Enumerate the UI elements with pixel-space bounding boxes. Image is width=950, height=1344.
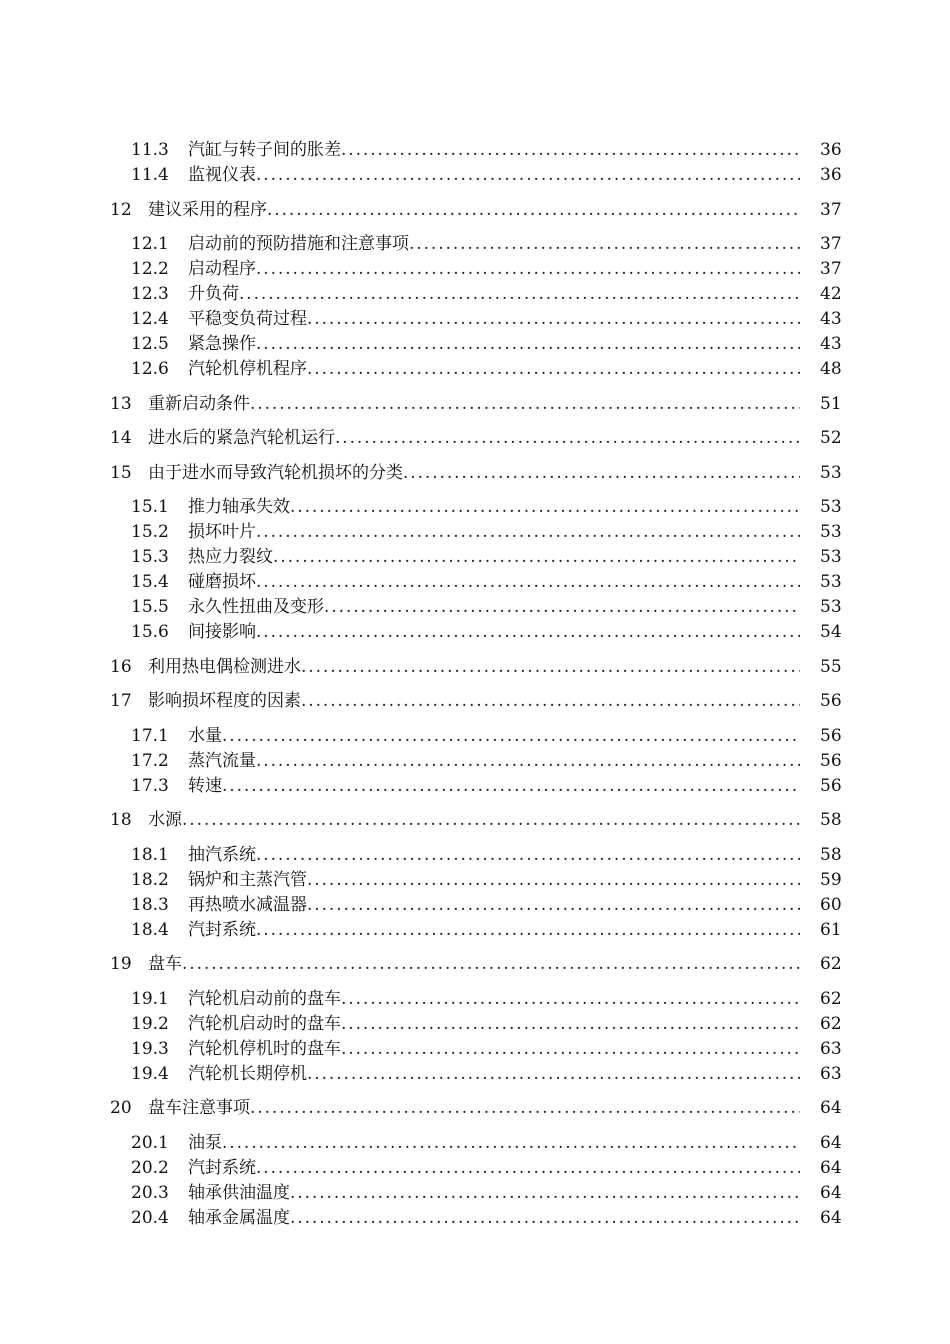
toc-entry-page-number: 53 xyxy=(820,462,842,483)
toc-entry-page-number: 56 xyxy=(820,691,842,711)
toc-entry-number: 12 xyxy=(110,199,132,220)
toc-entry-number: 15.1 xyxy=(131,497,169,517)
toc-section-entry[interactable] xyxy=(0,1131,950,1156)
toc-dot-leader xyxy=(335,426,800,451)
toc-entry-title: 抽汽系统 xyxy=(188,844,256,865)
toc-entry-number: 15.3 xyxy=(131,547,169,567)
toc-entry-title: 油泵 xyxy=(188,1132,222,1153)
toc-entry-page-number: 63 xyxy=(820,1063,842,1084)
toc-entry-title: 水量 xyxy=(188,725,222,746)
toc-entry-title: 监视仪表 xyxy=(188,165,256,185)
toc-section-entry[interactable] xyxy=(0,1181,950,1206)
toc-entry-title: 盘车 xyxy=(148,954,182,974)
toc-chapter-entry[interactable] xyxy=(0,689,950,714)
toc-entry-number: 19.3 xyxy=(131,1038,169,1059)
toc-entry-page-number: 63 xyxy=(820,1038,842,1059)
toc-section-entry[interactable] xyxy=(0,749,950,774)
toc-section-entry[interactable] xyxy=(0,868,950,893)
toc-entry-page-number: 37 xyxy=(820,234,842,254)
toc-dot-leader xyxy=(307,893,800,918)
toc-dot-leader xyxy=(341,987,800,1012)
toc-entry-page-number: 62 xyxy=(820,988,842,1009)
toc-dot-leader xyxy=(307,357,800,382)
toc-chapter-entry[interactable] xyxy=(0,952,950,977)
toc-entry-page-number: 43 xyxy=(820,309,842,329)
toc-entry-number: 19.1 xyxy=(131,988,169,1009)
toc-dot-leader xyxy=(324,595,800,620)
toc-section-entry[interactable] xyxy=(0,570,950,595)
toc-entry-number: 13 xyxy=(110,393,132,414)
toc-dot-leader xyxy=(256,749,800,774)
toc-entry-title: 影响损坏程度的因素 xyxy=(148,691,301,711)
toc-section-entry[interactable] xyxy=(0,282,950,307)
toc-section-entry[interactable] xyxy=(0,1012,950,1037)
toc-section-entry[interactable] xyxy=(0,1037,950,1062)
toc-dot-leader xyxy=(256,570,800,595)
toc-chapter-entry[interactable] xyxy=(0,808,950,833)
toc-entry-title: 推力轴承失效 xyxy=(188,497,290,517)
toc-entry-page-number: 55 xyxy=(820,656,842,677)
toc-entry-page-number: 61 xyxy=(820,919,842,940)
toc-entry-number: 18.1 xyxy=(131,844,169,865)
toc-entry-title: 转速 xyxy=(188,775,222,796)
toc-dot-leader xyxy=(307,307,800,332)
toc-dot-leader xyxy=(222,774,800,799)
toc-dot-leader xyxy=(250,392,800,417)
toc-entry-page-number: 59 xyxy=(820,869,842,890)
toc-section-entry[interactable] xyxy=(0,893,950,918)
toc-section-entry[interactable] xyxy=(0,620,950,645)
toc-entry-title: 水源 xyxy=(148,810,182,830)
toc-entry-title: 汽封系统 xyxy=(188,1157,256,1178)
toc-section-entry[interactable] xyxy=(0,1156,950,1181)
toc-entry-page-number: 36 xyxy=(820,140,842,160)
toc-entry-title: 汽轮机停机程序 xyxy=(188,359,307,379)
toc-section-entry[interactable] xyxy=(0,357,950,382)
toc-chapter-entry[interactable] xyxy=(0,1096,950,1121)
toc-entry-page-number: 53 xyxy=(820,547,842,567)
toc-entry-title: 轴承金属温度 xyxy=(188,1207,290,1228)
toc-entry-page-number: 64 xyxy=(820,1182,842,1203)
toc-entry-title: 紧急操作 xyxy=(188,334,256,354)
toc-dot-leader xyxy=(256,163,800,188)
toc-section-entry[interactable] xyxy=(0,595,950,620)
toc-entry-number: 12.6 xyxy=(131,359,169,379)
toc-section-entry[interactable] xyxy=(0,332,950,357)
toc-chapter-entry[interactable] xyxy=(0,655,950,680)
toc-section-entry[interactable] xyxy=(0,495,950,520)
toc-dot-leader xyxy=(256,918,800,943)
toc-entry-title: 汽轮机启动时的盘车 xyxy=(188,1013,341,1034)
toc-entry-number: 18.3 xyxy=(131,894,169,915)
toc-entry-page-number: 53 xyxy=(820,522,842,542)
toc-entry-title: 利用热电偶检测进水 xyxy=(148,656,301,677)
toc-dot-leader xyxy=(273,545,800,570)
toc-entry-page-number: 42 xyxy=(820,284,842,304)
toc-entry-page-number: 53 xyxy=(820,497,842,517)
toc-dot-leader xyxy=(239,282,800,307)
toc-entry-number: 19.2 xyxy=(131,1013,169,1034)
toc-dot-leader xyxy=(341,1037,800,1062)
toc-entry-title: 汽轮机停机时的盘车 xyxy=(188,1038,341,1059)
toc-entry-page-number: 54 xyxy=(820,622,842,642)
toc-entry-number: 19 xyxy=(110,954,132,974)
toc-section-entry[interactable] xyxy=(0,520,950,545)
toc-entry-page-number: 64 xyxy=(820,1207,842,1228)
toc-entry-number: 18.4 xyxy=(131,919,169,940)
toc-entry-title: 蒸汽流量 xyxy=(188,750,256,771)
toc-dot-leader xyxy=(256,257,800,282)
toc-entry-number: 12.3 xyxy=(131,284,169,304)
toc-entry-title: 由于进水而导致汽轮机损坏的分类 xyxy=(148,462,403,483)
toc-dot-leader xyxy=(290,495,800,520)
toc-entry-number: 17 xyxy=(110,691,132,711)
toc-entry-page-number: 58 xyxy=(820,844,842,865)
toc-entry-page-number: 37 xyxy=(820,199,842,220)
toc-dot-leader xyxy=(222,1131,800,1156)
toc-entry-title: 启动程序 xyxy=(188,259,256,279)
toc-dot-leader xyxy=(290,1181,800,1206)
toc-entry-number: 11.3 xyxy=(131,140,169,160)
toc-entry-number: 12.4 xyxy=(131,309,169,329)
toc-entry-title: 汽轮机启动前的盘车 xyxy=(188,988,341,1009)
toc-entry-number: 11.4 xyxy=(131,165,169,185)
toc-dot-leader xyxy=(182,952,800,977)
toc-chapter-entry[interactable] xyxy=(0,198,950,223)
toc-dot-leader xyxy=(182,808,800,833)
toc-chapter-entry[interactable] xyxy=(0,392,950,417)
toc-entry-number: 12.5 xyxy=(131,334,169,354)
toc-entry-page-number: 64 xyxy=(820,1098,842,1118)
toc-entry-number: 12.2 xyxy=(131,259,169,279)
toc-entry-title: 建议采用的程序 xyxy=(148,199,267,220)
toc-entry-title: 损坏叶片 xyxy=(188,522,256,542)
toc-entry-number: 20.2 xyxy=(131,1157,169,1178)
toc-entry-title: 盘车注意事项 xyxy=(148,1098,250,1118)
toc-entry-page-number: 64 xyxy=(820,1157,842,1178)
toc-section-entry[interactable] xyxy=(0,987,950,1012)
toc-section-entry[interactable] xyxy=(0,163,950,188)
toc-dot-leader xyxy=(307,1062,800,1087)
toc-entry-number: 20.4 xyxy=(131,1207,169,1228)
toc-dot-leader xyxy=(267,198,800,223)
toc-section-entry[interactable] xyxy=(0,138,950,163)
toc-section-entry[interactable] xyxy=(0,724,950,749)
toc-entry-number: 15.4 xyxy=(131,572,169,592)
toc-entry-page-number: 64 xyxy=(820,1132,842,1153)
toc-section-entry[interactable] xyxy=(0,1206,950,1231)
toc-entry-page-number: 60 xyxy=(820,894,842,915)
toc-entry-title: 平稳变负荷过程 xyxy=(188,309,307,329)
toc-entry-page-number: 53 xyxy=(820,572,842,592)
toc-section-entry[interactable] xyxy=(0,918,950,943)
toc-entry-title: 间接影响 xyxy=(188,622,256,642)
toc-dot-leader xyxy=(409,232,800,257)
toc-dot-leader xyxy=(341,1012,800,1037)
toc-entry-number: 15 xyxy=(110,462,132,483)
toc-entry-page-number: 56 xyxy=(820,775,842,796)
toc-entry-title: 锅炉和主蒸汽管 xyxy=(188,869,307,890)
toc-entry-page-number: 51 xyxy=(820,393,842,414)
toc-dot-leader xyxy=(341,138,800,163)
toc-entry-page-number: 37 xyxy=(820,259,842,279)
toc-entry-page-number: 53 xyxy=(820,597,842,617)
toc-section-entry[interactable] xyxy=(0,257,950,282)
toc-entry-page-number: 36 xyxy=(820,165,842,185)
toc-entry-number: 17.1 xyxy=(131,725,169,746)
toc-entry-number: 17.3 xyxy=(131,775,169,796)
toc-dot-leader xyxy=(403,461,800,486)
toc-entry-number: 15.5 xyxy=(131,597,169,617)
toc-dot-leader xyxy=(290,1206,800,1231)
toc-entry-page-number: 58 xyxy=(820,810,842,830)
toc-entry-title: 轴承供油温度 xyxy=(188,1182,290,1203)
toc-section-entry[interactable] xyxy=(0,774,950,799)
toc-entry-page-number: 48 xyxy=(820,359,842,379)
toc-dot-leader xyxy=(307,868,800,893)
toc-dot-leader xyxy=(301,655,800,680)
toc-entry-title: 重新启动条件 xyxy=(148,393,250,414)
toc-dot-leader xyxy=(250,1096,800,1121)
toc-entry-number: 18.2 xyxy=(131,869,169,890)
toc-entry-title: 碰磨损坏 xyxy=(188,572,256,592)
toc-entry-number: 12.1 xyxy=(131,234,169,254)
toc-entry-title: 汽封系统 xyxy=(188,919,256,940)
toc-entry-number: 15.2 xyxy=(131,522,169,542)
toc-entry-number: 19.4 xyxy=(131,1063,169,1084)
toc-entry-title: 汽轮机长期停机 xyxy=(188,1063,307,1084)
toc-entry-number: 20.1 xyxy=(131,1132,169,1153)
toc-entry-page-number: 62 xyxy=(820,954,842,974)
toc-dot-leader xyxy=(222,724,800,749)
toc-entry-page-number: 56 xyxy=(820,725,842,746)
toc-dot-leader xyxy=(256,843,800,868)
toc-entry-title: 升负荷 xyxy=(188,284,239,304)
toc-entry-page-number: 52 xyxy=(820,428,842,448)
toc-dot-leader xyxy=(256,332,800,357)
toc-entry-number: 18 xyxy=(110,810,132,830)
toc-entry-title: 永久性扭曲及变形 xyxy=(188,597,324,617)
toc-entry-number: 14 xyxy=(110,428,132,448)
toc-entry-title: 进水后的紧急汽轮机运行 xyxy=(148,428,335,448)
toc-entry-page-number: 43 xyxy=(820,334,842,354)
toc-entry-number: 16 xyxy=(110,656,132,677)
toc-entry-number: 20 xyxy=(110,1098,132,1118)
toc-entry-page-number: 56 xyxy=(820,750,842,771)
toc-entry-number: 20.3 xyxy=(131,1182,169,1203)
toc-dot-leader xyxy=(256,1156,800,1181)
toc-entry-number: 15.6 xyxy=(131,622,169,642)
table-of-contents xyxy=(0,138,950,1231)
toc-dot-leader xyxy=(256,620,800,645)
toc-entry-title: 启动前的预防措施和注意事项 xyxy=(188,234,409,254)
toc-section-entry[interactable] xyxy=(0,1062,950,1087)
toc-entry-title: 热应力裂纹 xyxy=(188,547,273,567)
toc-chapter-entry[interactable] xyxy=(0,461,950,486)
toc-section-entry[interactable] xyxy=(0,843,950,868)
toc-entry-number: 17.2 xyxy=(131,750,169,771)
toc-entry-page-number: 62 xyxy=(820,1013,842,1034)
toc-entry-title: 汽缸与转子间的胀差 xyxy=(188,140,341,160)
toc-section-entry[interactable] xyxy=(0,232,950,257)
toc-chapter-entry[interactable] xyxy=(0,426,950,451)
toc-dot-leader xyxy=(256,520,800,545)
toc-dot-leader xyxy=(301,689,800,714)
toc-section-entry[interactable] xyxy=(0,307,950,332)
toc-entry-title: 再热喷水减温器 xyxy=(188,894,307,915)
toc-section-entry[interactable] xyxy=(0,545,950,570)
